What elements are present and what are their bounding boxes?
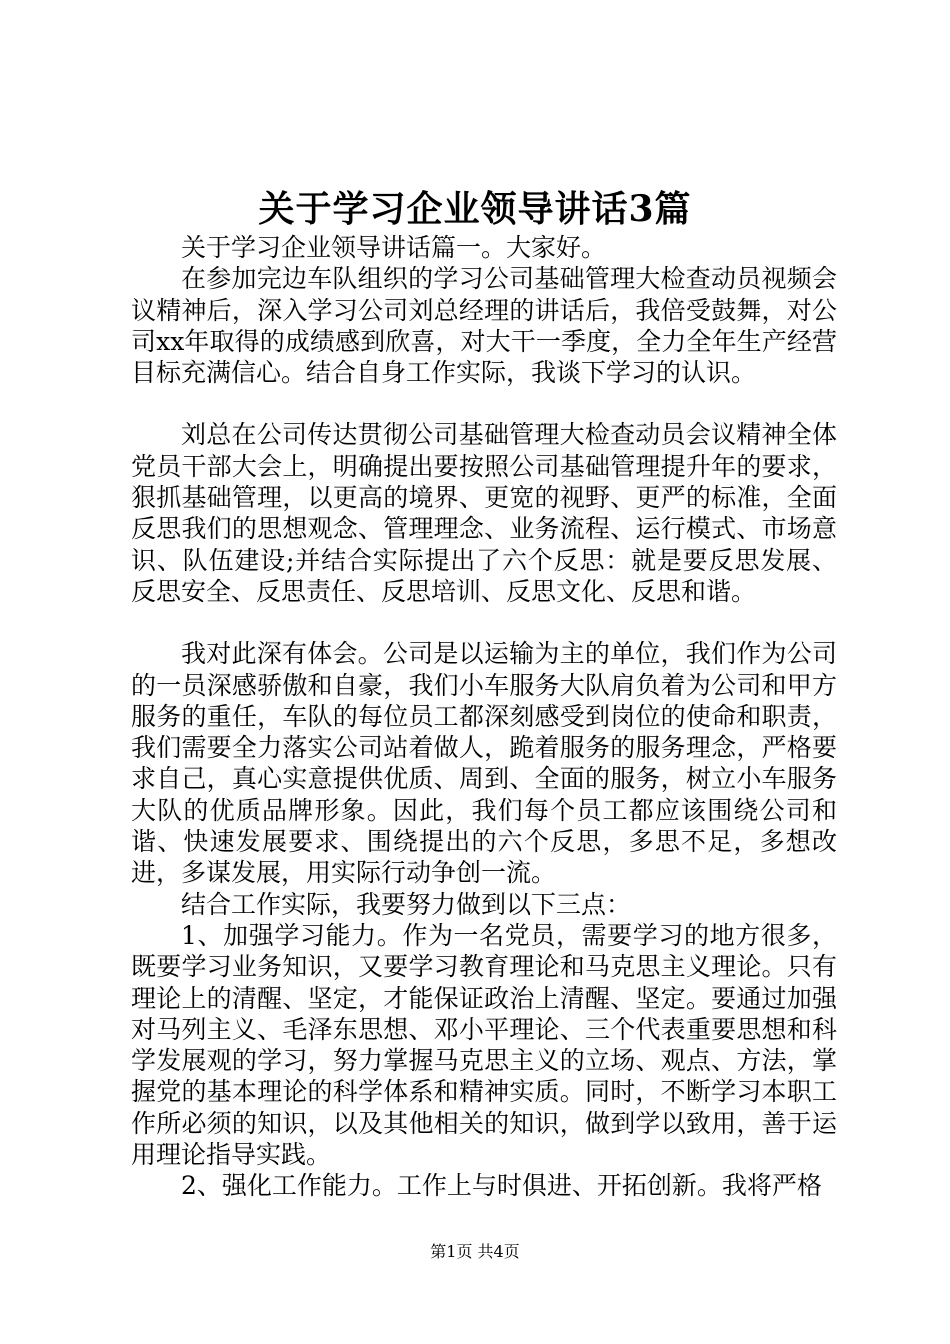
document-title: 关于学习企业领导讲话3篇 <box>258 188 692 230</box>
paragraph-5: 1、加强学习能力。作为一名党员，需要学习的地方很多，既要学习业务知识，又要学习教育理论和马克思主义理论。只有理论上的清醒、坚定，才能保证政治上清醒、坚定。要通过加强对马列主义、毛泽东思想、邓小平理论、三个代表重要思想和科学发展观的学习，努力掌握马克思主义的立场、观点、方法，掌握党的基本理论的科学体系和精神实质。同时，不断学习本职工作所必须的知识，以及其他相关的知识，做到学以致用，善于运用理论指导实践。 <box>131 920 837 1170</box>
paragraph-3: 我对此深有体会。公司是以运输为主的单位，我们作为公司的一员深感骄傲和自豪，我们小车服务大队肩负着为公司和甲方服务的重任，车队的每位员工都深刻感受到岗位的使命和职责，我们需要全力落实公司站着做人，跪着服务的服务理念，严格要求自己，真心实意提供优质、周到、全面的服务，树立小车服务大队的优质品牌形象。因此，我们每个员工都应该围绕公司和谐、快速发展要求、围绕提出的六个反思，多思不足，多想改进，多谋发展，用实际行动争创一流。 <box>131 639 837 888</box>
paragraph-4: 结合工作实际，我要努力做到以下三点： <box>181 889 632 919</box>
paragraph-spacer <box>131 607 837 638</box>
page-footer: 第1页 共4页 <box>430 1242 520 1261</box>
paragraph-intro: 关于学习企业领导讲话篇一。大家好。 <box>181 233 607 262</box>
paragraph-spacer <box>131 388 837 419</box>
paragraph-6: 2、强化工作能力。工作上与时俱进、开拓创新。我将严格 <box>181 1171 822 1201</box>
paragraph-1: 在参加完边车队组织的学习公司基础管理大检查动员视频会议精神后，深入学习公司刘总经理的讲话后，我倍受鼓舞，对公司xx年取得的成绩感到欣喜，对大干一季度，全力全年生产经营目标充满信心。结合自身工作实际，我谈下学习的认识。 <box>131 264 837 388</box>
document-body <box>131 232 837 1202</box>
paragraph-2: 刘总在公司传达贯彻公司基础管理大检查动员会议精神全体党员干部大会上，明确提出要按照公司基础管理提升年的要求，狠抓基础管理，以更高的境界、更宽的视野、更严的标准，全面反思我们的思想观念、管理理念、业务流程、运行模式、市场意识、队伍建设;并结合实际提出了六个反思：就是要反思发展、反思安全、反思责任、反思培训、反思文化、反思和谐。 <box>131 420 837 606</box>
